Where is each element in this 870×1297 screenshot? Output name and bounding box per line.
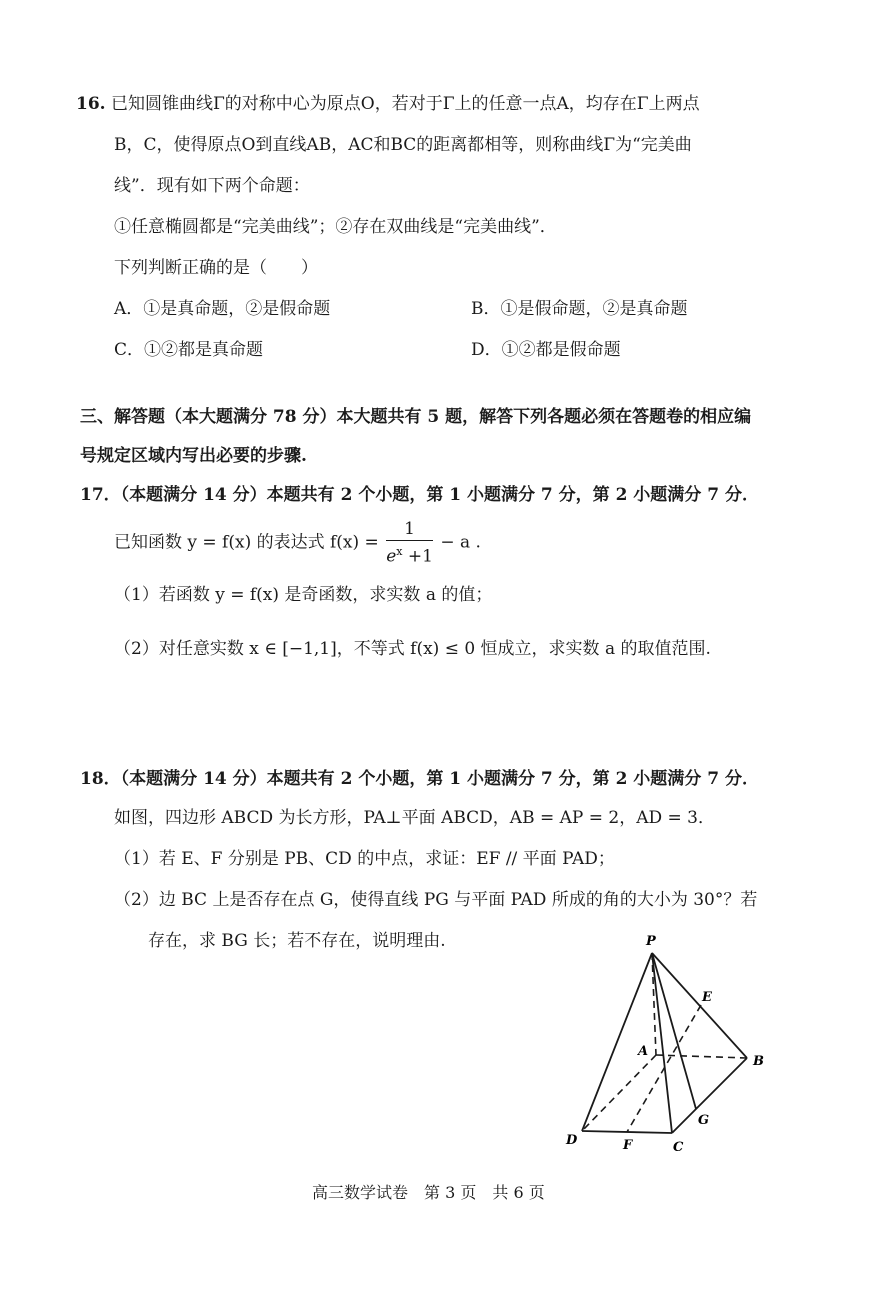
page-footer: 高三数学试卷 第 3 页 共 6 页	[312, 1183, 545, 1202]
q16-option-d: D．①②都是假命题	[471, 340, 621, 360]
section3-heading-line-2: 号规定区域内写出必要的步骤.	[80, 446, 307, 466]
q16-number-and-line1	[76, 92, 700, 116]
q17-part-2: （2）对任意实数 x ∈ [−1,1]，不等式 f(x) ≤ 0 恒成立，求实数 a 的取值范围.	[114, 639, 711, 659]
segment-EF	[627, 1005, 701, 1132]
section3-heading-line-1: 三、解答题（本大题满分 78 分）本大题共有 5 题，解答下列各题必须在答题卷的相应编	[80, 407, 752, 427]
q16-text-line-1: 已知圆锥曲线Γ的对称中心为原点O，若对于Γ上的任意一点A，均存在Γ上两点	[110, 94, 700, 114]
label-B: B	[753, 1054, 764, 1069]
q17-fraction	[386, 518, 433, 568]
q17-intro-tail: − a .	[440, 532, 481, 553]
q16-number: 16.	[76, 94, 106, 114]
label-D: D	[566, 1133, 578, 1148]
q16-option-a: A．①是真命题，②是假命题	[114, 299, 331, 319]
label-E: E	[702, 990, 712, 1005]
q18-part-2b: 存在，求 BG 长；若不存在，说明理由.	[148, 931, 446, 951]
q18-part-1: （1）若 E、F 分别是 PB、CD 的中点，求证：EF // 平面 PAD；	[114, 849, 615, 869]
q16-option-c: C．①②都是真命题	[114, 340, 264, 360]
q17-fraction-denominator	[386, 541, 433, 568]
q18-line-1: 如图，四边形 ABCD 为长方形，PA⊥平面 ABCD，AB = AP = 2，AD = 3．	[114, 808, 715, 828]
q16-text-line-5: 下列判断正确的是（ ）	[114, 258, 318, 278]
q18-header: 18．（本题满分 14 分）本题共有 2 个小题，第 1 小题满分 7 分，第 2 小题满分 7 分．	[80, 769, 759, 789]
label-F: F	[623, 1138, 633, 1153]
q17-intro-text: 已知函数 y = f(x) 的表达式 f(x) =	[114, 532, 379, 553]
label-P: P	[646, 934, 656, 949]
q16-option-b: B．①是假命题，②是真命题	[471, 299, 688, 319]
q17-header: 17．（本题满分 14 分）本题共有 2 个小题，第 1 小题满分 7 分，第 2 小题满分 7 分．	[80, 485, 759, 505]
edge-PD	[582, 953, 652, 1131]
q17-fraction-numerator: 1	[386, 518, 433, 541]
q16-text-line-3: 线”．现有如下两个命题：	[114, 176, 310, 196]
pyramid-figure	[560, 925, 800, 1165]
q18-part-2a: （2）边 BC 上是否存在点 G，使得直线 PG 与平面 PAD 所成的角的大小为 30°？若	[114, 890, 758, 910]
label-A: A	[638, 1044, 649, 1059]
q16-text-line-2: B，C，使得原点O到直线AB，AC和BC的距离都相等，则称曲线Γ为“完美曲	[114, 135, 692, 155]
label-C: C	[673, 1140, 684, 1155]
label-G: G	[698, 1113, 710, 1128]
q17-den-rest: +1	[402, 546, 433, 567]
q17-part-1: （1）若函数 y = f(x) 是奇函数，求实数 a 的值；	[114, 585, 493, 605]
q17-intro	[114, 518, 481, 568]
edge-AD	[582, 1055, 656, 1131]
q17-den-exponent: x	[396, 545, 403, 558]
q17-den-base: e	[386, 546, 397, 567]
edge-CB	[672, 1058, 747, 1133]
q16-text-line-4: ①任意椭圆都是“完美曲线”；②存在双曲线是“完美曲线”．	[114, 217, 557, 237]
